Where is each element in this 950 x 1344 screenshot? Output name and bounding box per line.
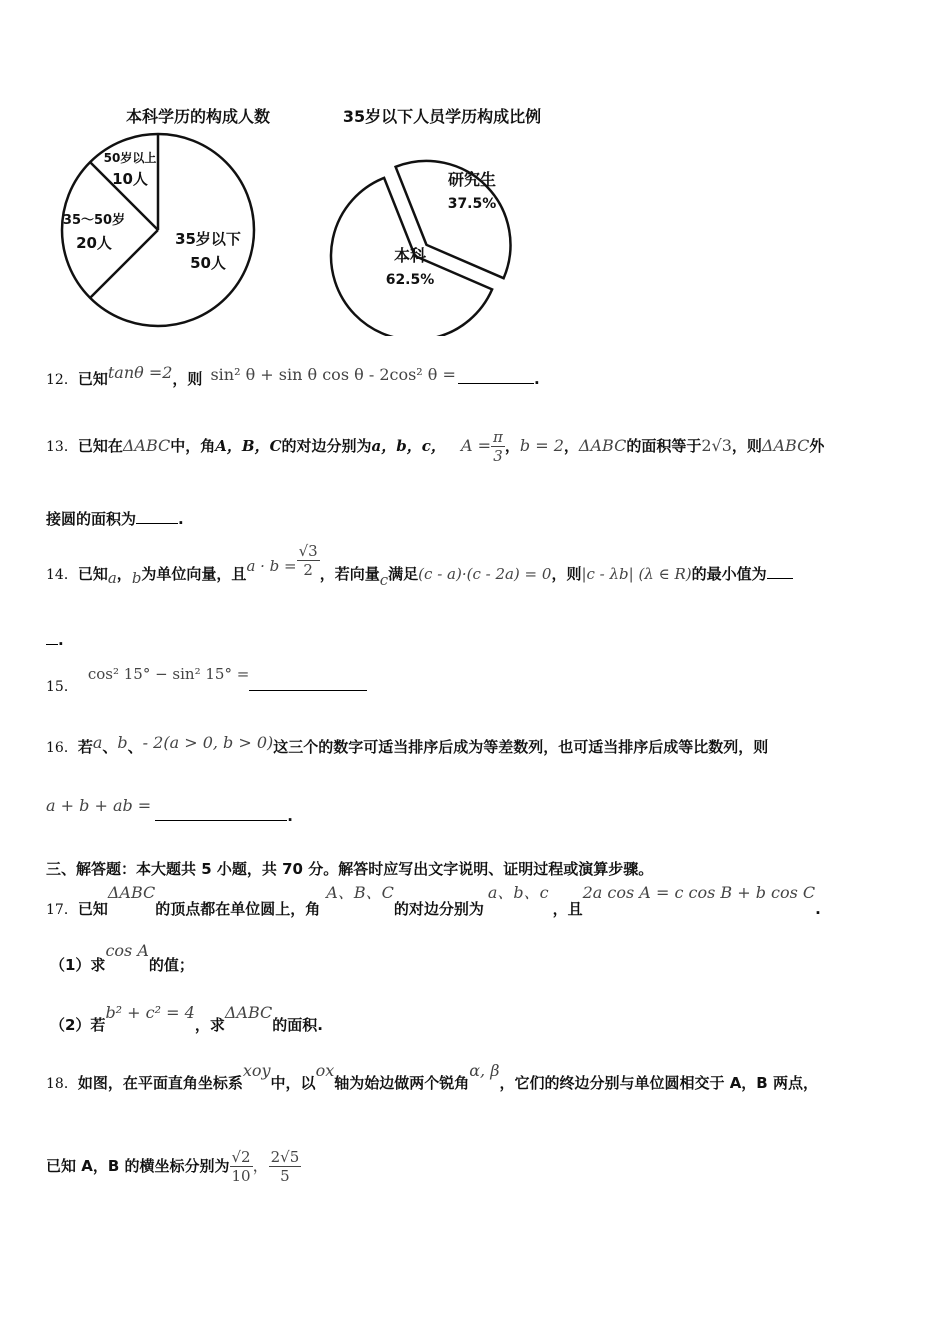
chart1-slice-label-under35: 35岁以下 xyxy=(175,230,241,248)
question-14-line2: . xyxy=(46,630,64,649)
answer-blank-cont xyxy=(46,630,58,645)
chart2-slice-value-graduate: 37.5% xyxy=(447,196,497,212)
question-18-line2: 已知 A，B 的横坐标分别为 $\frac{√2}{10}$ ， $\frac{2√5}{5}$ xyxy=(46,1148,300,1185)
answer-blank xyxy=(458,369,534,384)
question-18: 18．如图，在平面直角坐标系xoy中，以ox轴为始边做两个锐角α, β，它们的终边分别与单位圆相交于 A，B 两点， xyxy=(46,1061,818,1092)
chart1-slice-label-35to50: 35～50岁 xyxy=(62,213,126,228)
answer-blank xyxy=(155,806,287,821)
question-17: 17．已知ΔABC的顶点都在单位圆上，角A、B、C的对边分别为a、b、c，且2a cos A = c cos B + b cos C. xyxy=(46,883,821,918)
question-13-line2: 接圆的面积为 . xyxy=(46,510,184,528)
chart1-slice-label-50plus: 50岁以上 xyxy=(103,151,157,165)
chart1-slice-value-50plus: 10人 xyxy=(112,170,148,188)
pie-charts xyxy=(40,96,600,336)
question-15: 15．cos² 15° − sin² 15° = xyxy=(46,664,367,684)
chart2-slice-label-graduate: 研究生 xyxy=(447,170,497,189)
answer-blank xyxy=(249,676,367,691)
question-17-part2: （2）若b² + c² = 4，求ΔABC的面积. xyxy=(50,1003,323,1034)
answer-blank xyxy=(767,564,793,579)
chart2-slice-label-undergrad: 本科 xyxy=(393,246,427,265)
chart1-title: 本科学历的构成人数 xyxy=(125,107,271,126)
question-16: 16．若a、b、- 2(a > 0, b > 0)这三个的数字可适当排序后成为等差数列，也可适当排序后成等比数列，则 xyxy=(46,733,769,756)
question-17-part1: （1）求cos A的值； xyxy=(50,941,194,974)
section-3-title: 三、解答题：本大题共 5 小题，共 70 分。解答时应写出文字说明、证明过程或演算步骤。 xyxy=(46,860,654,878)
question-14: 14．已知a，b为单位向量，且a · b = $\frac{√3}{2}$ ，若向量c满足(c - a)·(c - 2a) = 0，则|c - λb| (λ ∈ R)的最小值为 xyxy=(46,542,793,579)
chart2-slice-value-undergrad: 62.5% xyxy=(385,272,435,288)
chart1-slice-value-under35: 50人 xyxy=(190,254,226,272)
question-13: 13．已知在ΔABC中，角A，B，C的对边分别为a，b，c， A = $\frac{\pi}{3}$ ，b = 2，ΔABC的面积等于2√3，则ΔABC外 xyxy=(46,428,825,465)
question-12: 12．已知tanθ =2，则 sin² θ + sin θ cos θ - 2cos² θ = . xyxy=(46,363,540,388)
answer-blank xyxy=(136,509,178,524)
chart2-title: 35岁以下人员学历构成比例 xyxy=(342,107,542,126)
question-16-line2: a + b + ab =. xyxy=(46,796,293,825)
chart1-slice-value-35to50: 20人 xyxy=(76,234,112,252)
